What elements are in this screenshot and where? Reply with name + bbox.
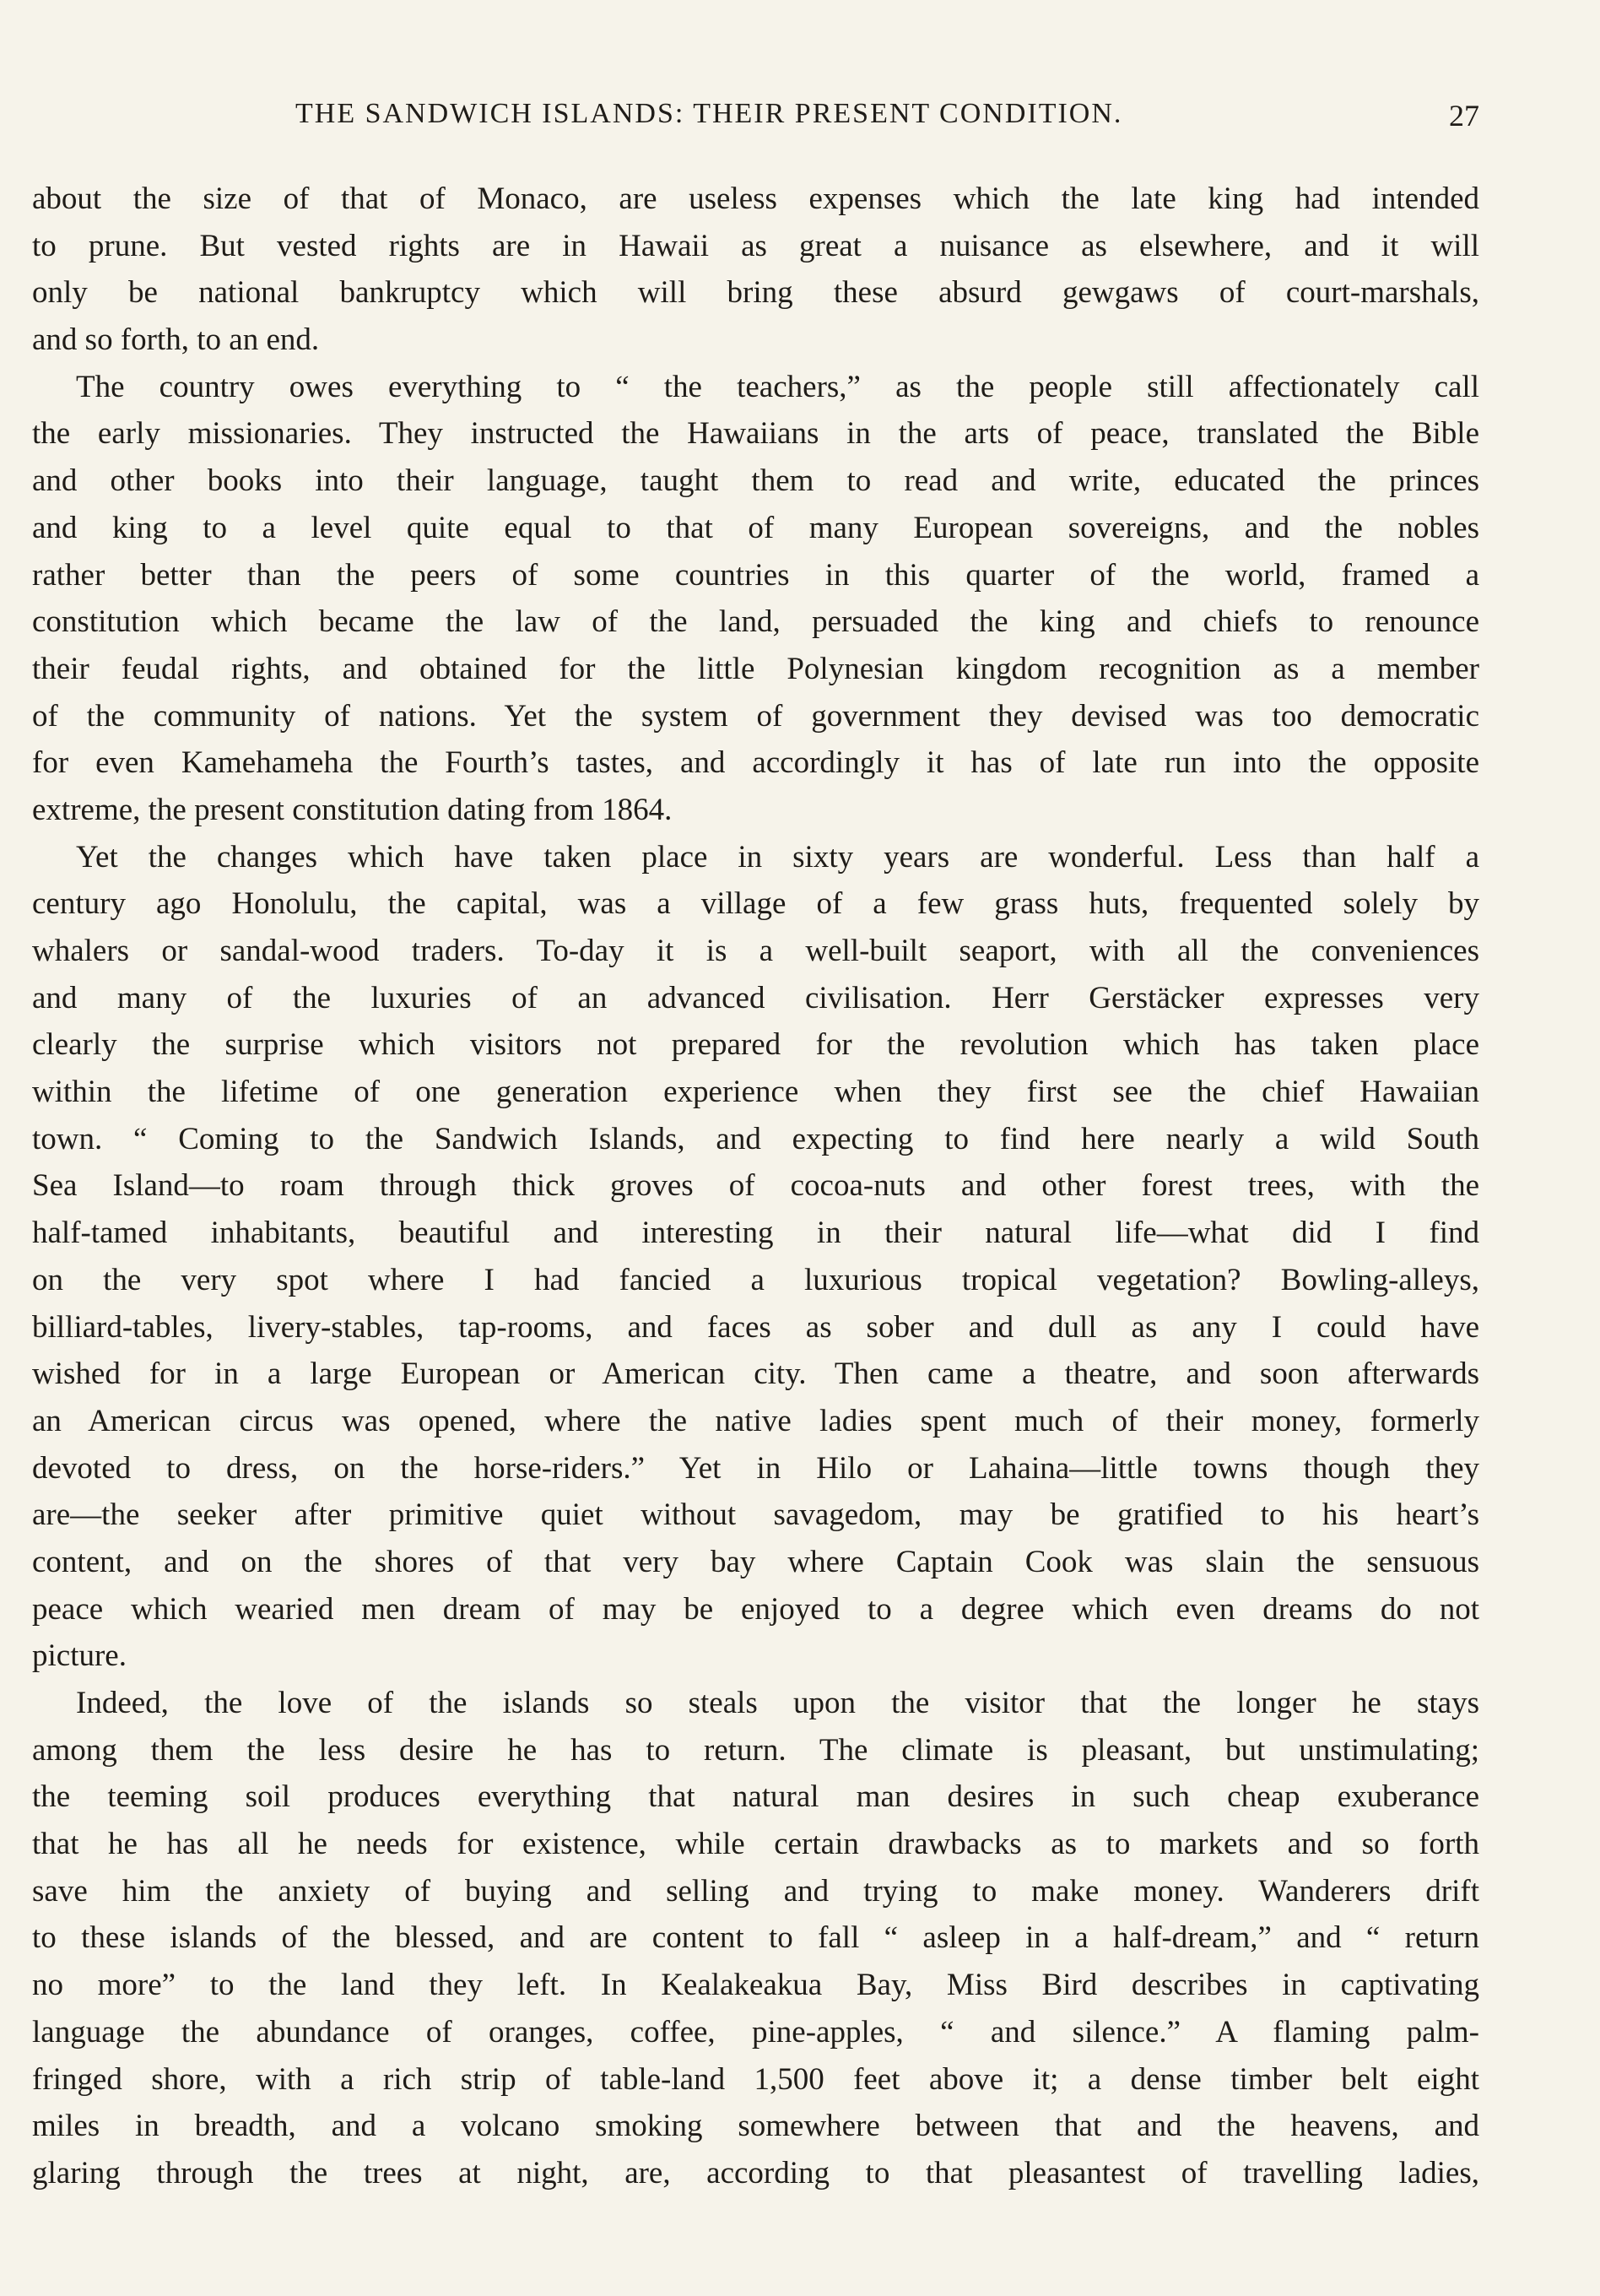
body-text	[32, 176, 1479, 2197]
text-line: to these islands of the blessed, and are content to fall “ asleep in a half-dream,” and “ return	[32, 1920, 1479, 1956]
text-line: extreme, the present constitution dating from 1864.	[32, 792, 673, 827]
text-line: the teeming soil produces everything that natural man desires in such cheap exuberance	[32, 1779, 1479, 1815]
running-head	[32, 98, 1479, 140]
text-line: their feudal rights, and obtained for the little Polynesian kingdom recognition as a member	[32, 651, 1479, 686]
page-number: 27	[1449, 99, 1479, 133]
text-line: fringed shore, with a rich strip of table-land 1,500 feet above it; a dense timber belt eight	[32, 2061, 1479, 2097]
text-line: constitution which became the law of the land, persuaded the king and chiefs to renounce	[32, 604, 1479, 640]
paragraph	[32, 834, 1479, 1680]
text-line: and so forth, to an end.	[32, 322, 320, 358]
text-line: devoted to dress, on the horse-riders.” Yet in Hilo or Lahaina—little towns though they	[32, 1450, 1479, 1486]
text-line: for even Kamehameha the Fourth’s tastes, and accordingly it has of late run into the opposite	[32, 745, 1479, 781]
text-line: peace which wearied men dream of may be enjoyed to a degree which even dreams do not	[32, 1591, 1479, 1627]
paragraph	[32, 176, 1479, 364]
text-line: Yet the changes which have taken place in sixty years are wonderful. Less than half a	[76, 839, 1479, 875]
text-line: language the abundance of oranges, coffee, pine-apples, “ and silence.” A flaming palm-	[32, 2014, 1479, 2050]
text-line: whalers or sandal-wood traders. To-day it is a well-built seaport, with all the conveniences	[32, 934, 1479, 968]
paragraph	[32, 1680, 1479, 2197]
text-line: among them the less desire he has to return. The climate is pleasant, but unstimulating;	[32, 1732, 1479, 1768]
text-line: the early missionaries. They instructed the Hawaiians in the arts of peace, translated the Bible	[32, 416, 1479, 452]
text-line: about the size of that of Monaco, are useless expenses which the late king had intended	[32, 181, 1479, 216]
text-line: glaring through the trees at night, are, according to that pleasantest of travelling ladies,	[32, 2155, 1479, 2190]
text-line: clearly the surprise which visitors not prepared for the revolution which has taken place	[32, 1027, 1479, 1063]
text-line: billiard-tables, livery-stables, tap-rooms, and faces as sober and dull as any I could have	[32, 1309, 1479, 1345]
text-line: half-tamed inhabitants, beautiful and interesting in their natural life—what did I find	[32, 1216, 1479, 1251]
text-line: on the very spot where I had fancied a luxurious tropical vegetation? Bowling-alleys,	[32, 1262, 1479, 1297]
text-line: that he has all he needs for existence, while certain drawbacks as to markets and so forth	[32, 1827, 1479, 1862]
text-line: no more” to the land they left. In Kealakeakua Bay, Miss Bird describes in captivating	[32, 1968, 1479, 2003]
text-line: are—the seeker after primitive quiet without savagedom, may be gratified to his heart’s	[32, 1497, 1479, 1533]
text-line: to prune. But vested rights are in Hawaii as great a nuisance as elsewhere, and it will	[32, 228, 1479, 263]
text-line: miles in breadth, and a volcano smoking somewhere between that and the heavens, and	[32, 2109, 1479, 2144]
text-line: century ago Honolulu, the capital, was a village of a few grass huts, frequented solely by	[32, 886, 1479, 922]
text-line: wished for in a large European or American city. Then came a theatre, and soon afterwards	[32, 1356, 1479, 1392]
running-title: THE SANDWICH ISLANDS: THEIR PRESENT CONDITION.	[295, 98, 1123, 129]
text-line: an American circus was opened, where the native ladies spent much of their money, formerly	[32, 1403, 1479, 1438]
text-line: picture.	[32, 1638, 127, 1674]
text-line: Indeed, the love of the islands so steals upon the visitor that the longer he stays	[76, 1686, 1479, 1720]
text-line: only be national bankruptcy which will bring these absurd gewgaws of court-marshals,	[32, 275, 1479, 311]
text-line: The country owes everything to “ the teachers,” as the people still affectionately call	[76, 369, 1479, 404]
text-line: content, and on the shores of that very bay where Captain Cook was slain the sensuous	[32, 1544, 1479, 1579]
paragraph	[32, 364, 1479, 834]
text-line: save him the anxiety of buying and selling and trying to make money. Wanderers drift	[32, 1873, 1479, 1909]
text-line: and many of the luxuries of an advanced civilisation. Herr Gerstäcker expresses very	[32, 980, 1479, 1015]
text-line: town. “ Coming to the Sandwich Islands, and expecting to find here nearly a wild South	[32, 1121, 1479, 1156]
text-line: within the lifetime of one generation experience when they first see the chief Hawaiian	[32, 1075, 1479, 1110]
text-line: and king to a level quite equal to that of many European sovereigns, and the nobles	[32, 510, 1479, 545]
text-line: of the community of nations. Yet the system of government they devised was too democratic	[32, 698, 1479, 734]
text-line: rather better than the peers of some countries in this quarter of the world, framed a	[32, 557, 1479, 593]
text-line: and other books into their language, taught them to read and write, educated the princes	[32, 463, 1479, 499]
text-line: Sea Island—to roam through thick groves of cocoa-nuts and other forest trees, with the	[32, 1168, 1479, 1204]
